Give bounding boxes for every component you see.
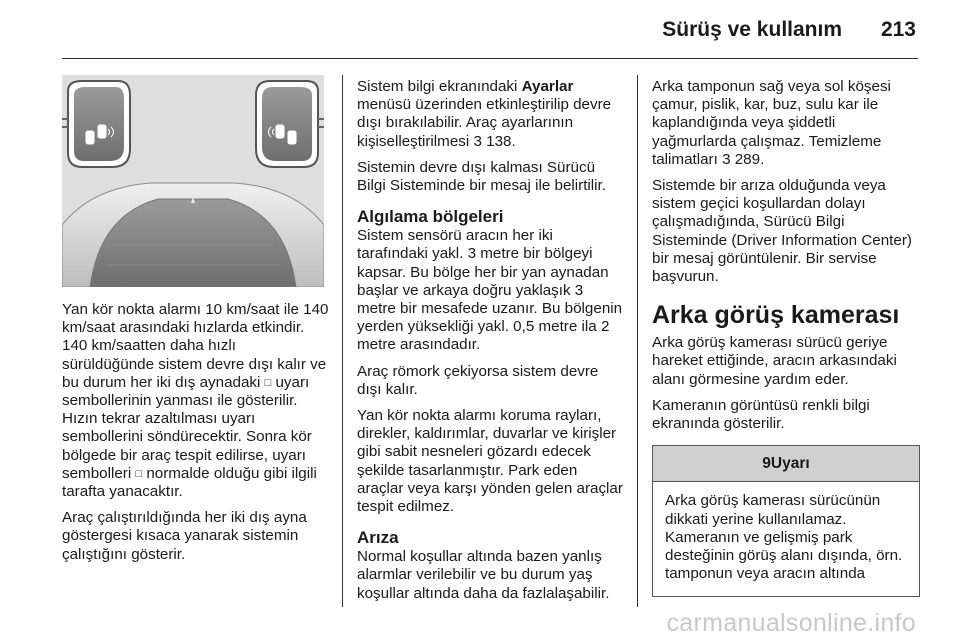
paragraph: Araç çalıştırıldığında her iki dış ayna göstergesi kısaca yanarak sistemin çalıştığını gösterir. <box>62 509 307 563</box>
section-heading-rear-camera: Arka görüş kamerası <box>652 301 900 330</box>
column-divider <box>637 75 638 607</box>
paragraph: Araç römork çekiyorsa sistem devre dışı kalır. <box>357 362 599 398</box>
paragraph <box>652 78 920 169</box>
page-reference-arrow: 3 <box>473 132 482 150</box>
section-title: Sürüş ve kullanım <box>662 18 842 41</box>
text: 138. <box>481 132 516 150</box>
watermark: carmanualsonline.info <box>666 609 916 637</box>
text: Sistem bilgi ekranındaki <box>357 78 522 95</box>
column-right <box>652 78 920 597</box>
subheading-fault: Arıza <box>357 528 399 548</box>
paragraph <box>357 78 625 151</box>
page-number: 213 <box>880 18 916 41</box>
paragraph: Sistem sensörü aracın her iki tarafındaki yakl. 3 metre bir bölgeyi kapsar. Bu bölge her bir yan aynadan başlar ve arkaya doğru yaklaşık 3 metre bir mesafede uzanır. Bu bölgenin yerden yüksekliği yakl. 0,5 metre ila 2 metre arasındadır. <box>357 227 623 354</box>
paragraph <box>62 301 332 501</box>
column-divider <box>342 75 343 607</box>
subheading-detection-zones: Algılama bölgeleri <box>357 207 504 227</box>
menu-name: Ayarlar <box>521 78 574 95</box>
paragraph: Sistemde bir arıza olduğunda veya sistem geçici koşullardan dolayı çalışmadığında, Sürücü Bilgi Sisteminde (Driver Information Center) bir mesaj görüntülenir. Bir servise başvurun. <box>652 177 912 286</box>
column-middle <box>357 78 625 611</box>
car-rear-illustration <box>62 75 324 287</box>
warning-header <box>653 446 919 482</box>
blind-spot-warning-icon: □ <box>135 467 143 480</box>
text: normalde olduğu gibi ilgili tarafta yanacaktır. <box>62 464 317 501</box>
text: 289. <box>730 150 765 168</box>
warning-triangle-icon: 9 <box>762 455 771 473</box>
text: uyarı sembollerinin yanması ile gösterilir. Hızın tekrar azaltılması uyarı sembollerini söndürecektir. Sonra kör bölgede bir araç tespit edilirse, uyarı sembolleri <box>62 373 312 482</box>
paragraph: Normal koşullar altında bazen yanlış alarmlar verilebilir ve bu durum yaş koşullar altında daha da fazlalaşabilir. <box>357 548 610 602</box>
text: menüsü üzerinden etkinleştirilip devre dışı bırakılabilir. Araç ayarlarının kişiselleştirilmesi <box>357 96 612 150</box>
text: Yan kör nokta alarmı 10 km/saat ile 140 km/saat arasındaki hızlarda etkindir. 140 km/saatten daha hızlı sürüldüğünde sistem devre dışı kalır ve bu durum her iki dış aynadaki <box>62 301 329 391</box>
paragraph: Yan kör nokta alarmı koruma rayları, direkler, kaldırımlar, duvarlar ve kirişler gibi sabit nesneleri gözardı edecek şekilde tasarlanmıştır. Park eden araçlar veya karşı yönden gelen araçlar tespit edilmez. <box>357 407 623 516</box>
paragraph: Arka görüş kamerası sürücü geriye hareket ettiğinde, aracın arkasındaki alanı görmesine yardım eder. <box>652 334 897 388</box>
header-rule <box>62 58 918 59</box>
paragraph: Kameranın görüntüsü renkli bilgi ekranında gösterilir. <box>652 396 870 433</box>
page-reference-arrow: 3 <box>722 150 731 168</box>
column-left <box>62 301 332 572</box>
page-header <box>0 18 960 48</box>
blind-spot-warning-icon: □ <box>264 376 272 389</box>
warning-title: Uyarı <box>770 455 810 473</box>
text: Arka tamponun sağ veya sol köşesi çamur, pislik, kar, buz, sulu kar ile kaplandığında veya şiddetli yağmurlarda çalışmaz. Temizleme talimatları <box>652 78 891 168</box>
warning-box <box>652 445 920 597</box>
paragraph: Sistemin devre dışı kalması Sürücü Bilgi Sisteminde bir mesaj ile belirtilir. <box>357 158 606 195</box>
mirror-illustration <box>62 75 324 287</box>
warning-body: Arka görüş kamerası sürücünün dikkati yerine kullanılamaz. Kameranın ve gelişmiş park desteğinin görüş alanı dışında, örn. tamponun veya aracın altında <box>665 492 903 583</box>
